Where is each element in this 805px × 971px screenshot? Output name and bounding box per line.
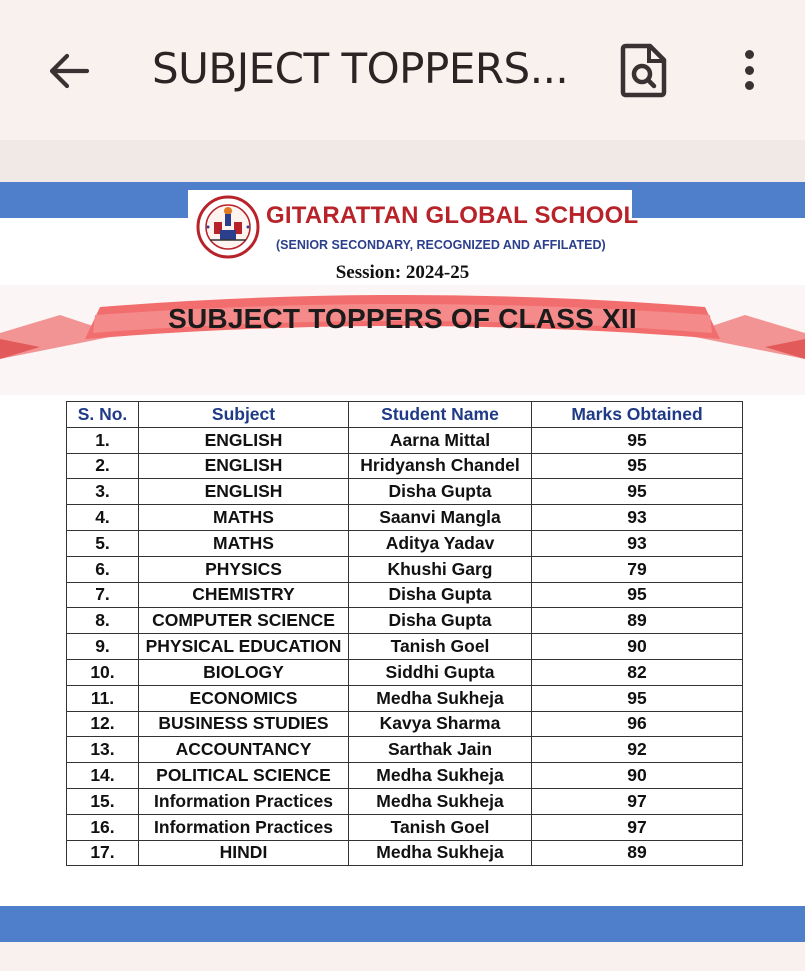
table-row	[67, 685, 743, 711]
cell-marks: 97	[532, 788, 743, 814]
cell-marks: 95	[532, 582, 743, 608]
cell-student-name: Medha Sukheja	[349, 788, 532, 814]
toppers-table	[66, 401, 743, 866]
cell-serial: 12.	[67, 711, 139, 737]
cell-marks: 90	[532, 634, 743, 660]
cell-serial: 15.	[67, 788, 139, 814]
cell-serial: 11.	[67, 685, 139, 711]
more-vertical-icon	[745, 50, 754, 59]
cell-student-name: Siddhi Gupta	[349, 659, 532, 685]
cell-subject: ENGLISH	[139, 479, 349, 505]
content-footer	[0, 942, 805, 971]
cell-student-name: Kavya Sharma	[349, 711, 532, 737]
table-row	[67, 814, 743, 840]
cell-marks: 89	[532, 608, 743, 634]
cell-student-name: Aarna Mittal	[349, 427, 532, 453]
table-row	[67, 788, 743, 814]
header-serial: S. No.	[67, 402, 139, 428]
cell-subject: PHYSICAL EDUCATION	[139, 634, 349, 660]
cell-serial: 3.	[67, 479, 139, 505]
header-subject: Subject	[139, 402, 349, 428]
cell-student-name: Saanvi Mangla	[349, 505, 532, 531]
cell-subject: COMPUTER SCIENCE	[139, 608, 349, 634]
cell-marks: 95	[532, 479, 743, 505]
cell-serial: 17.	[67, 840, 139, 866]
cell-student-name: Disha Gupta	[349, 582, 532, 608]
arrow-left-icon	[47, 49, 91, 93]
cell-marks: 92	[532, 737, 743, 763]
more-options-button[interactable]	[733, 44, 765, 96]
cell-marks: 95	[532, 427, 743, 453]
cell-subject: PHYSICS	[139, 556, 349, 582]
cell-serial: 7.	[67, 582, 139, 608]
page-title: SUBJECT TOPPERS...	[152, 44, 569, 93]
cell-subject: HINDI	[139, 840, 349, 866]
table-row	[67, 608, 743, 634]
cell-serial: 1.	[67, 427, 139, 453]
school-subtitle: (SENIOR SECONDARY, RECOGNIZED AND AFFILATED)	[276, 238, 606, 252]
banner-title: SUBJECT TOPPERS OF CLASS XII	[168, 303, 637, 334]
cell-student-name: Disha Gupta	[349, 608, 532, 634]
cell-marks: 82	[532, 659, 743, 685]
cell-subject: ECONOMICS	[139, 685, 349, 711]
cell-subject: MATHS	[139, 530, 349, 556]
table-row	[67, 634, 743, 660]
cell-serial: 9.	[67, 634, 139, 660]
school-name: GITARATTAN GLOBAL SCHOOL	[266, 202, 639, 229]
cell-marks: 93	[532, 505, 743, 531]
cell-student-name: Tanish Goel	[349, 634, 532, 660]
cell-serial: 4.	[67, 505, 139, 531]
header-marks: Marks Obtained	[532, 402, 743, 428]
table-row	[67, 505, 743, 531]
cell-marks: 95	[532, 685, 743, 711]
cell-marks: 93	[532, 530, 743, 556]
cell-subject: BUSINESS STUDIES	[139, 711, 349, 737]
cell-serial: 6.	[67, 556, 139, 582]
cell-subject: CHEMISTRY	[139, 582, 349, 608]
back-button[interactable]	[44, 46, 94, 96]
cell-subject: ACCOUNTANCY	[139, 737, 349, 763]
table-header-row	[67, 402, 743, 428]
document-search-button[interactable]	[618, 42, 670, 98]
cell-marks: 97	[532, 814, 743, 840]
cell-subject: POLITICAL SCIENCE	[139, 763, 349, 789]
bottom-blue-bar	[0, 906, 805, 942]
cell-marks: 96	[532, 711, 743, 737]
cell-subject: BIOLOGY	[139, 659, 349, 685]
table-row	[67, 840, 743, 866]
cell-serial: 16.	[67, 814, 139, 840]
app-bar	[0, 0, 805, 140]
document-image	[0, 182, 805, 942]
cell-marks: 90	[532, 763, 743, 789]
cell-subject: Information Practices	[139, 814, 349, 840]
cell-marks: 95	[532, 453, 743, 479]
cell-student-name: Medha Sukheja	[349, 685, 532, 711]
cell-student-name: Sarthak Jain	[349, 737, 532, 763]
table-row	[67, 582, 743, 608]
cell-serial: 8.	[67, 608, 139, 634]
cell-student-name: Hridyansh Chandel	[349, 453, 532, 479]
header-student-name: Student Name	[349, 402, 532, 428]
cell-serial: 14.	[67, 763, 139, 789]
cell-subject: MATHS	[139, 505, 349, 531]
table-row	[67, 530, 743, 556]
cell-subject: ENGLISH	[139, 453, 349, 479]
school-emblem-icon	[196, 194, 260, 260]
table-row	[67, 556, 743, 582]
table-row	[67, 427, 743, 453]
table-row	[67, 479, 743, 505]
table-row	[67, 659, 743, 685]
table-row	[67, 711, 743, 737]
table-row	[67, 737, 743, 763]
cell-student-name: Tanish Goel	[349, 814, 532, 840]
ribbon-banner	[0, 285, 805, 395]
cell-serial: 13.	[67, 737, 139, 763]
cell-subject: Information Practices	[139, 788, 349, 814]
session-label: Session: 2024-25	[335, 262, 470, 283]
document-search-icon	[618, 42, 670, 98]
cell-serial: 2.	[67, 453, 139, 479]
cell-student-name: Disha Gupta	[349, 479, 532, 505]
cell-serial: 5.	[67, 530, 139, 556]
content-gap	[0, 140, 805, 182]
cell-student-name: Medha Sukheja	[349, 763, 532, 789]
table-row	[67, 453, 743, 479]
table-row	[67, 763, 743, 789]
cell-marks: 89	[532, 840, 743, 866]
cell-marks: 79	[532, 556, 743, 582]
cell-serial: 10.	[67, 659, 139, 685]
cell-subject: ENGLISH	[139, 427, 349, 453]
cell-student-name: Medha Sukheja	[349, 840, 532, 866]
cell-student-name: Aditya Yadav	[349, 530, 532, 556]
cell-student-name: Khushi Garg	[349, 556, 532, 582]
